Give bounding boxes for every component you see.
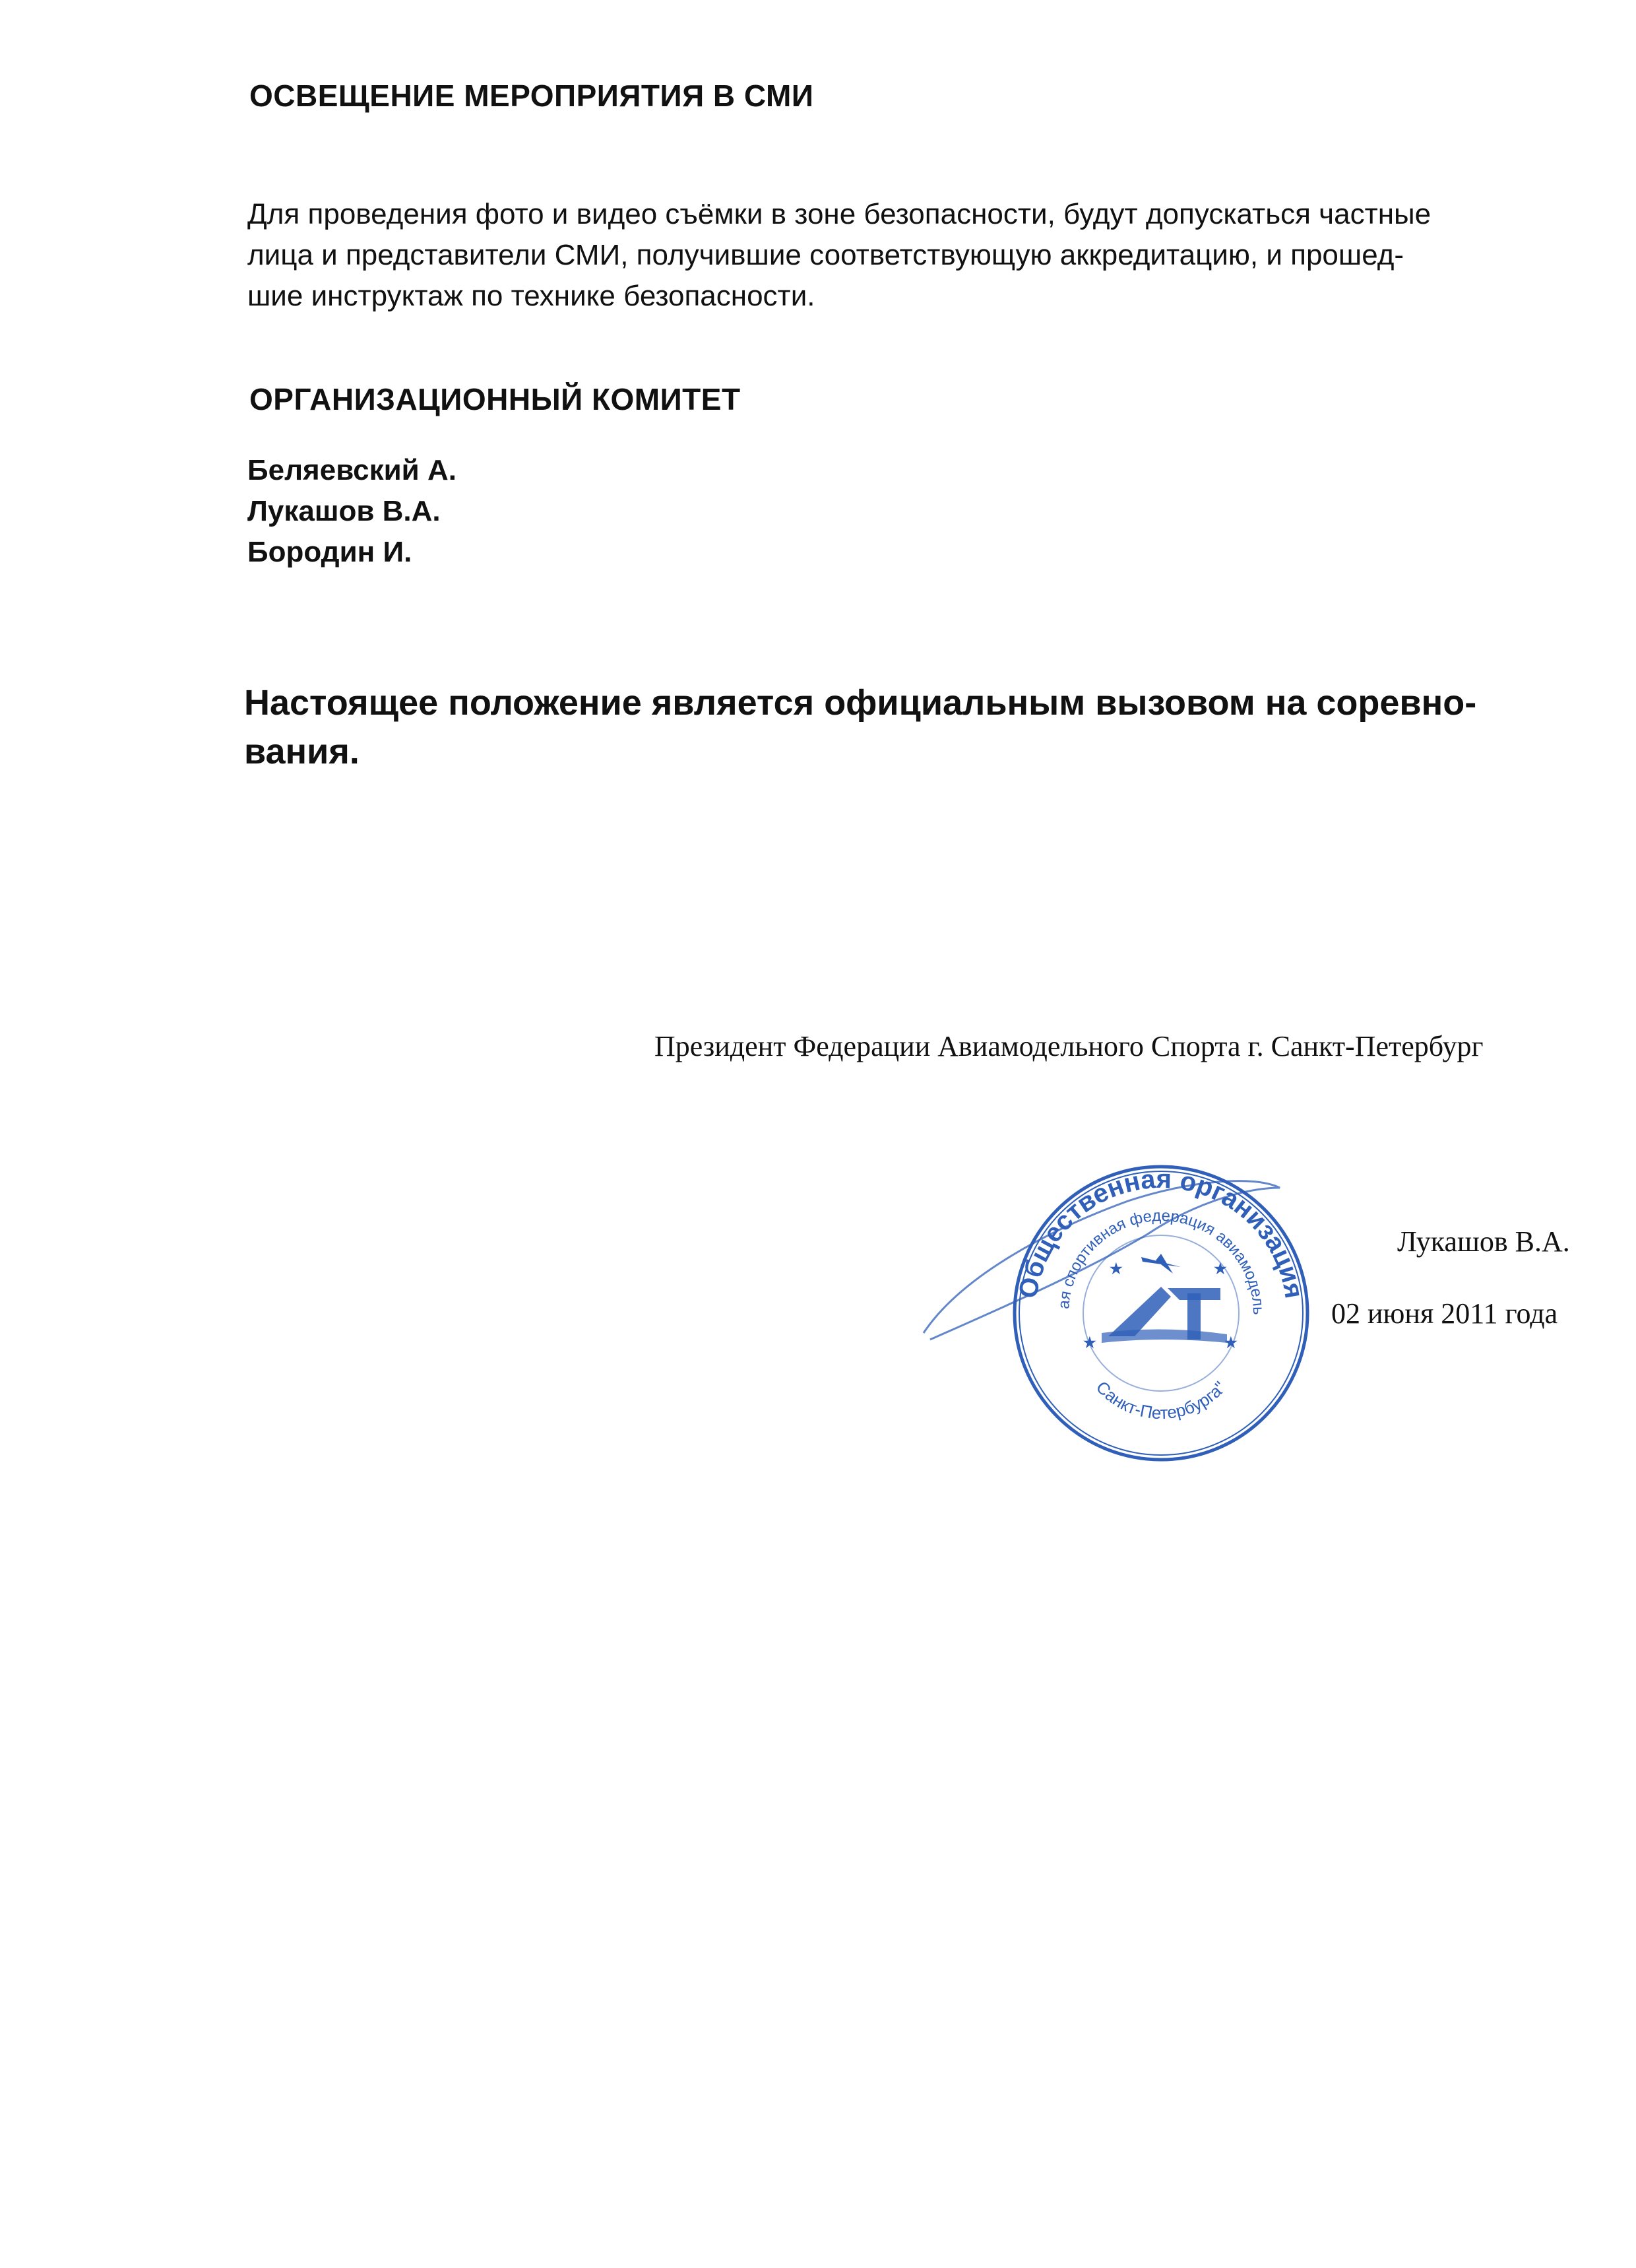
stamp-star-icon: ★ — [1110, 1260, 1123, 1277]
committee-member: Бородин И. — [247, 536, 412, 568]
stamp-outer-text: Общественная организация — [1013, 1164, 1309, 1301]
stamp-star-icon: ★ — [1214, 1260, 1227, 1277]
stamp-inner-text: ая спортивная федерация авиамодель — [1055, 1206, 1268, 1315]
committee-member: Беляевский А. — [247, 454, 456, 486]
media-line: Для проведения фото и видео съёмки в зоне безопасности, будут допускаться частные — [247, 198, 1432, 230]
media-line: лица и представители СМИ, получившие соответствующую аккредитацию, и прошед- — [247, 239, 1404, 271]
official-statement — [244, 678, 1476, 776]
signature-title: Президент Федерации Авиамодельного Спорта г. Санкт-Петербург — [654, 1030, 1484, 1062]
signature-date: 02 июня 2011 года — [1331, 1297, 1558, 1330]
media-heading: ОСВЕЩЕНИЕ МЕРОПРИЯТИЯ В СМИ — [249, 79, 814, 113]
stamp-star-icon: ★ — [1224, 1334, 1238, 1351]
stamp-star-icon: ★ — [1083, 1334, 1096, 1351]
signature-name: Лукашов В.А. — [1397, 1225, 1570, 1258]
committee-heading: ОРГАНИЗАЦИОННЫЙ КОМИТЕТ — [249, 382, 741, 416]
committee-member: Лукашов В.А. — [247, 495, 441, 527]
media-paragraph — [247, 194, 1431, 317]
committee-members — [247, 450, 456, 573]
official-line: Настоящее положение является официальным вызовом на соревно- — [244, 683, 1477, 723]
stamp-city-text: Санкт-Петербурга" — [1092, 1377, 1230, 1423]
media-line: шие инструктаж по технике безопасности. — [247, 280, 815, 312]
official-line: вания. — [244, 732, 360, 771]
